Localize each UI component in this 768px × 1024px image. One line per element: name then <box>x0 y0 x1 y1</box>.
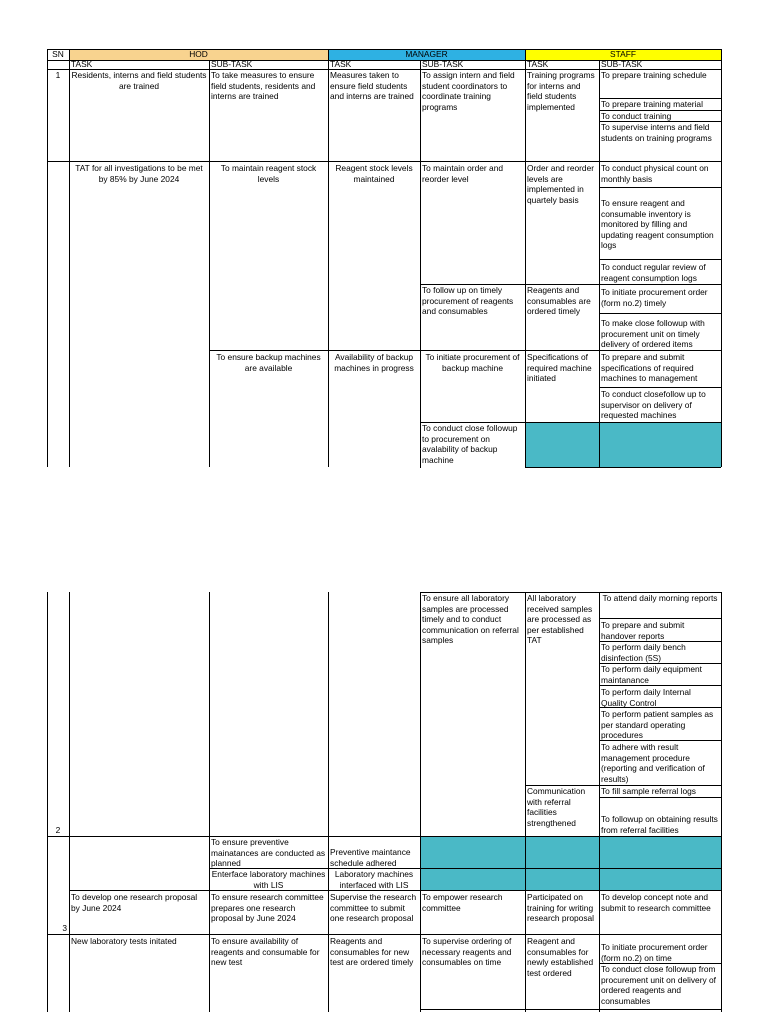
row-1-hod-task: Residents, interns and field students are trained <box>71 70 207 91</box>
row-1-staff-subtask-4: To supervise interns and field students on training programs <box>601 122 712 143</box>
row-2-staff-subtask-b1-1: To prepare and submit specifications of required machines to management <box>601 352 698 383</box>
page-2-staff-subtask-c1-1: To attend daily morning reports <box>602 593 718 603</box>
row-2-staff-subtask-a1-3: To conduct regular review of reagent consumption logs <box>601 262 706 283</box>
manager-task-header: TASK <box>330 60 352 69</box>
row-4-hod-subtask: To ensure availability of reagents and consumable for new test <box>211 936 320 967</box>
row-3-number: 3 <box>62 923 67 933</box>
page-2-manager-task-e: Laboratory machines interfaced with LIS <box>334 869 414 890</box>
row-2-staff-subtask-a2-2: To make close followup with procurement unit on timely delivery of ordered items <box>601 318 705 349</box>
teal-fill-block <box>420 869 721 890</box>
page-2-staff-task-c2: Communication with referral facilities strengthened <box>527 786 586 828</box>
row-1-manager-subtask: To assign intern and field student coordinators to coordinate training programs <box>422 70 515 112</box>
row-2-manager-subtask-b2: To conduct close followup to procurement on avalability of backup machine <box>422 423 518 465</box>
row-1-hod-subtask: To take measures to ensure field students, residents and interns are trained <box>211 70 316 101</box>
row-2-manager-subtask-b1: To initiate procurement of backup machine <box>425 352 520 373</box>
row-2-staff-subtask-a2-1: To initiate procurement order (form no.2) timely <box>601 287 708 308</box>
page-2-staff-subtask-c1-4: To perform daily equipment maintanance <box>601 664 703 685</box>
manager-subtask-header: SUB-TASK <box>422 60 464 69</box>
row-2-staff-task-a1: Order and reorder levels are implemented in quartely basis <box>527 163 595 205</box>
row-4-manager-task: Reagents and consumables for new test are ordered timely <box>330 936 414 967</box>
manager-header: MANAGER <box>328 49 525 60</box>
row-2-number: 2 <box>55 825 61 835</box>
row-1-staff-subtask-2: To prepare training material <box>601 99 703 109</box>
row-3-hod-task: To develop one research proposal by June 2024 <box>71 892 198 913</box>
row-4-hod-task: New laboratory tests initated <box>71 936 177 946</box>
row-1-staff-subtask-1: To prepare training schedule <box>601 70 707 80</box>
hod-task-header: TASK <box>71 60 93 69</box>
row-2-manager-subtask-a1: To maintain order and reorder level <box>422 163 504 184</box>
staff-subtask-header: SUB-TASK <box>601 60 643 69</box>
row-2-staff-task-a2: Reagents and consumables are ordered timely <box>527 285 591 316</box>
row-2-hod-subtask-b: To ensure backup machines are available <box>216 352 321 373</box>
hod-header: HOD <box>69 49 328 60</box>
row-3-staff-task: Participated on training for writing research proposal <box>527 892 595 923</box>
teal-fill-block <box>420 837 721 868</box>
row-4-staff-subtask-2: To conduct close followup from procurement unit on delivery of ordered reagents and consumables <box>601 964 716 1006</box>
row-2-hod-task: TAT for all investigations to be met by 85% by June 2024 <box>75 163 203 184</box>
page-2-hod-subtask-d: To ensure preventive mainatances are conducted as planned <box>211 837 326 868</box>
row-4-manager-subtask: To supervise ordering of necessary reagents and consumables on time <box>422 936 512 967</box>
row-2-staff-subtask-a1-2: To ensure reagent and consumable inventory is monitored by filling and updating reagent consumption logs <box>601 198 714 250</box>
row-2-staff-task-b1: Specifications of required machine initiated <box>527 352 592 383</box>
staff-header: STAFF <box>525 49 721 60</box>
row-3-manager-task: Supervise the research committee to submit one research proposal <box>330 892 417 923</box>
row-3-hod-subtask: To ensure research committee prepares one research proposal by June 2024 <box>211 892 324 923</box>
row-1-number: 1 <box>55 70 61 80</box>
row-4-staff-task: Reagent and consumables for newly established test ordered <box>527 936 594 978</box>
page-2-staff-subtask-c1-7: To adhere with result management procedure (reporting and verification of results) <box>601 742 705 784</box>
row-3-manager-subtask: To empower research committee <box>422 892 503 913</box>
page-2-staff-subtask-c2-2: To followup on obtaining results from referral facilities <box>601 814 718 835</box>
row-2-manager-task-a: Reagent stock levels maintained <box>335 163 413 184</box>
row-1-staff-subtask-3: To conduct training <box>601 111 672 121</box>
row-1-staff-task: Training programs for interns and field students implemented <box>527 70 595 112</box>
row-2-manager-subtask-a2: To follow up on timely procurement of reagents and consumables <box>422 285 514 316</box>
row-2-staff-subtask-a1-1: To conduct physical count on monthly basis <box>601 163 709 184</box>
sn-header: SN <box>52 49 64 59</box>
teal-fill-block <box>525 423 721 467</box>
row-2-hod-subtask-a: To maintain reagent stock levels <box>220 163 317 184</box>
page-2-staff-subtask-c2-1: To fill sample referral logs <box>601 786 696 796</box>
page-2-staff-subtask-c1-3: To perform daily bench disinfection (5S) <box>601 642 686 663</box>
row-3-staff-subtask: To develop concept note and submit to research committee <box>601 892 711 913</box>
page-2-staff-task-c1: All laboratory received samples are processed as per established TAT <box>527 593 593 645</box>
row-2-staff-subtask-b1-2: To conduct closefollow up to supervisor on delivery of requested machines <box>601 389 706 420</box>
page-2-staff-subtask-c1-2: To prepare and submit handover reports <box>601 620 685 641</box>
page-2-manager-task-d: Preventive maintance schedule adhered <box>330 847 411 868</box>
hod-subtask-header: SUB-TASK <box>211 60 253 69</box>
row-1-manager-task: Measures taken to ensure field students and interns are trained <box>330 70 414 101</box>
page-2-hod-subtask-e: Enterface laboratory machines with LIS <box>211 869 326 890</box>
row-4-staff-subtask-1: To initiate procurement order (form no.2) on time <box>601 942 708 963</box>
staff-task-header: TASK <box>527 60 549 69</box>
page-2-manager-subtask-c: To ensure all laboratory samples are processed timely and to conduct communication on referral samples <box>422 593 519 645</box>
page-2-staff-subtask-c1-6: To perform patient samples as per standard operating procedures <box>601 709 714 740</box>
page-2-staff-subtask-c1-5: To perform daily Internal Quality Control <box>601 687 691 708</box>
row-2-manager-task-b: Availability of backup machines in progress <box>334 352 414 373</box>
